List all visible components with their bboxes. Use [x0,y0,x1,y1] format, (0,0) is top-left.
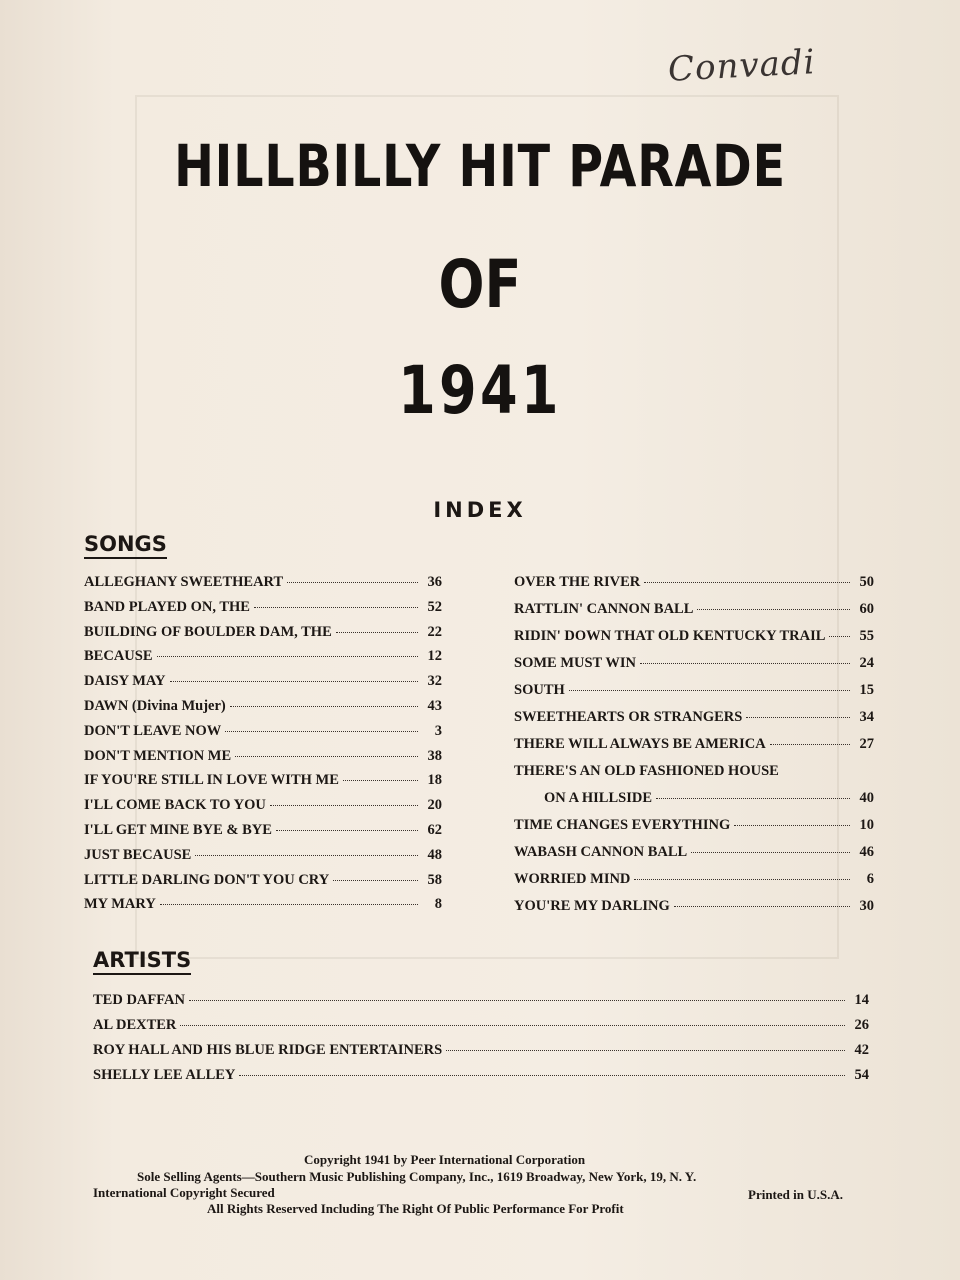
leader-dots [160,904,418,905]
song-page: 24 [859,655,874,671]
leader-dots [225,731,418,732]
leader-dots [644,582,850,583]
song-page: 60 [859,601,874,617]
song-entry [514,628,874,655]
song-page: 10 [859,817,874,833]
song-title: WABASH CANNON BALL [514,844,688,860]
agents-line: Sole Selling Agents—Southern Music Publishing Company, Inc., 1619 Broadway, New York, 19, N. Y. [137,1169,697,1184]
song-page: 20 [427,797,442,814]
songs-list-right [514,574,874,925]
song-title: YOU'RE MY DARLING [514,898,670,914]
song-entry [514,655,874,682]
songs-list-left [84,574,442,921]
song-entry [514,898,874,925]
artists-list [93,992,869,1092]
leader-dots [734,825,850,826]
leader-dots [770,744,850,745]
song-title: DAISY MAY [84,673,166,690]
song-title: I'LL COME BACK TO YOU [84,797,266,814]
song-entry [514,601,874,628]
artist-entry [93,992,869,1017]
leader-dots [230,706,418,707]
song-title: DON'T MENTION ME [84,747,232,764]
leader-dots [189,1000,845,1001]
artist-entry [93,1042,869,1067]
song-page: 22 [427,623,442,640]
song-entry-continuation [514,790,874,817]
intl-copyright-line: International Copyright Secured [93,1185,275,1200]
leader-dots [674,906,850,907]
artist-name: SHELLY LEE ALLEY [93,1067,236,1083]
song-page: 18 [427,772,442,789]
song-title: SOME MUST WIN [514,655,636,671]
artist-page: 26 [854,1017,869,1033]
song-entry [84,896,442,921]
artist-entry [93,1017,869,1042]
leader-dots [239,1075,845,1076]
song-title: SWEETHEARTS OR STRANGERS [514,709,743,725]
leader-dots [691,852,850,853]
leader-dots [569,690,850,691]
song-title: IF YOU'RE STILL IN LOVE WITH ME [84,772,339,789]
song-page: 50 [859,574,874,590]
song-title: BECAUSE [84,648,153,665]
song-entry [514,817,874,844]
song-page: 27 [859,736,874,752]
song-page: 43 [427,697,442,714]
song-title: ALLEGHANY SWEETHEART [84,574,284,590]
song-title: BUILDING OF BOULDER DAM, THE [84,623,332,640]
song-entry [84,574,442,599]
leader-dots [180,1025,845,1026]
artist-name: TED DAFFAN [93,992,185,1008]
leader-dots [157,656,419,657]
song-entry [84,847,442,872]
leader-dots [235,756,418,757]
song-entry [84,822,442,847]
song-page: 32 [427,673,442,690]
song-entry [514,682,874,709]
song-page: 52 [427,598,442,615]
leader-dots [829,636,850,637]
leader-dots [343,780,418,781]
leader-dots [276,830,418,831]
artist-page: 54 [854,1067,869,1083]
title-line-1: HILLBILLY HIT PARADE [174,132,786,200]
song-page: 58 [427,871,442,888]
printed-line: Printed in U.S.A. [748,1187,843,1202]
leader-dots [333,880,418,881]
artist-entry [93,1067,869,1092]
copyright-line: Copyright 1941 by Peer International Corporation [304,1152,586,1167]
artists-heading: ARTISTS [93,948,191,975]
index-heading: INDEX [433,498,527,522]
song-entry [84,648,442,673]
leader-dots [656,798,850,799]
song-page: 15 [859,682,874,698]
song-title: MY MARY [84,896,156,913]
song-title: BAND PLAYED ON, THE [84,598,250,615]
song-title: JUST BECAUSE [84,846,192,863]
song-title: OVER THE RIVER [514,574,641,590]
songs-heading: SONGS [84,532,167,559]
song-page: 62 [427,821,442,838]
song-title: TIME CHANGES EVERYTHING [514,817,731,833]
song-page: 34 [859,709,874,725]
song-page: 3 [434,722,442,739]
song-page: 6 [866,871,874,887]
artist-name: ROY HALL AND HIS BLUE RIDGE ENTERTAINERS [93,1042,443,1058]
song-page: 8 [434,896,442,913]
song-entry [84,797,442,822]
song-page: 12 [427,648,442,665]
song-title: THERE'S AN OLD FASHIONED HOUSE [514,763,779,779]
title-line-2: OF [438,246,522,323]
song-entry [84,723,442,748]
handwritten-note: Convadi [667,42,817,90]
leader-dots [195,855,418,856]
song-page: 55 [859,628,874,644]
song-page: 38 [427,747,442,764]
song-title: RIDIN' DOWN THAT OLD KENTUCKY TRAIL [514,628,826,644]
song-page: 40 [859,790,874,806]
song-entry [514,763,874,790]
song-entry [84,624,442,649]
song-entry [84,599,442,624]
song-title: RATTLIN' CANNON BALL [514,601,694,617]
leader-dots [254,607,418,608]
leader-dots [697,609,850,610]
song-entry [84,872,442,897]
leader-dots [170,681,418,682]
leader-dots [446,1050,845,1051]
song-entry [84,772,442,797]
song-entry [514,709,874,736]
song-entry [514,871,874,898]
song-title: DAWN (Divina Mujer) [84,697,226,714]
leader-dots [270,805,418,806]
song-entry [514,736,874,763]
leader-dots [634,879,850,880]
song-title: LITTLE DARLING DON'T YOU CRY [84,871,330,888]
artist-page: 14 [854,992,869,1008]
song-page: 36 [427,574,442,590]
song-entry [514,844,874,871]
song-page: 46 [859,844,874,860]
title-line-3: 1941 [398,352,562,429]
song-entry [84,748,442,773]
leader-dots [287,582,418,583]
leader-dots [746,717,850,718]
artist-name: AL DEXTER [93,1017,177,1033]
leader-dots [640,663,850,664]
song-title: THERE WILL ALWAYS BE AMERICA [514,736,766,752]
artist-page: 42 [854,1042,869,1058]
rights-line: All Rights Reserved Including The Right Of Public Performance For Profit [207,1201,624,1216]
song-title: DON'T LEAVE NOW [84,722,222,739]
song-page: 30 [859,898,874,914]
song-page: 48 [427,846,442,863]
song-title: ON A HILLSIDE [544,790,652,806]
song-entry [84,698,442,723]
song-title: I'LL GET MINE BYE & BYE [84,821,272,838]
song-entry [84,673,442,698]
song-entry [514,574,874,601]
song-title: WORRIED MIND [514,871,631,887]
leader-dots [336,632,418,633]
song-title: SOUTH [514,682,565,698]
